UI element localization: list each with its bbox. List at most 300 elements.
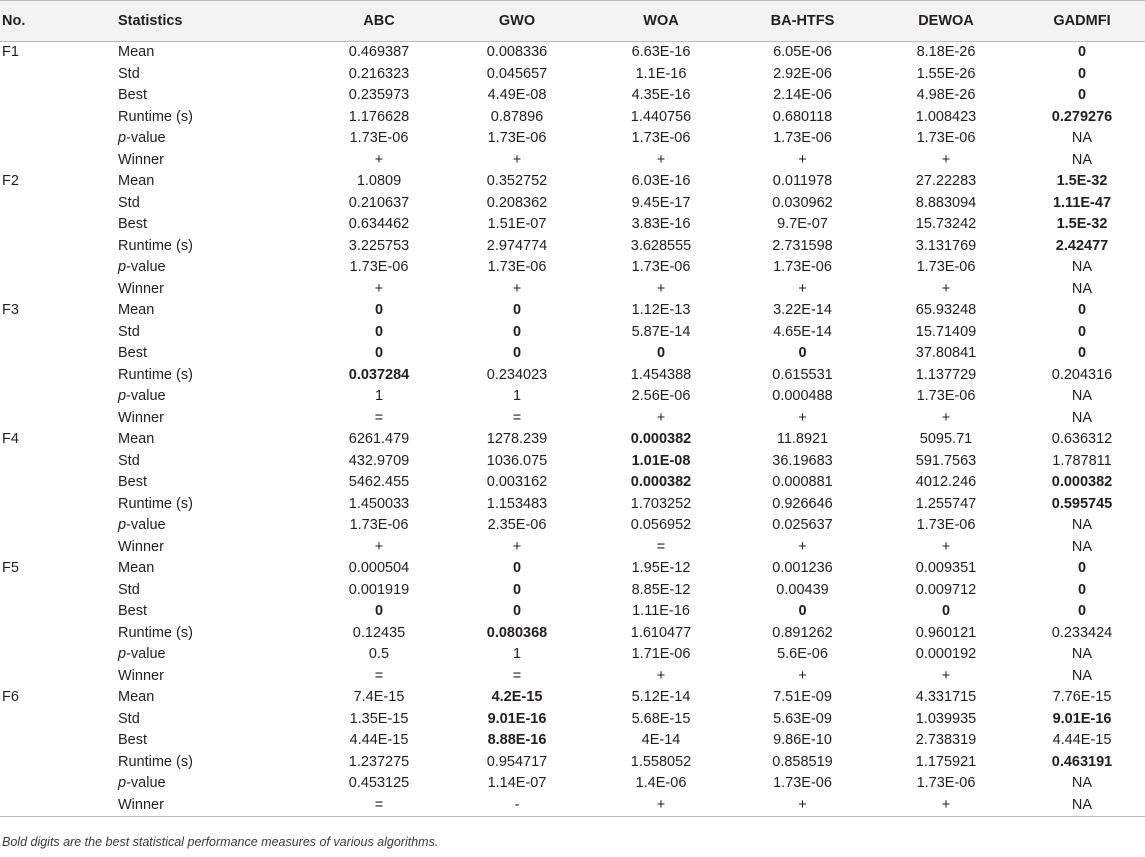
function-id <box>0 85 118 107</box>
cell-abc: 0 <box>314 601 444 623</box>
statistic-label-text: Runtime (s) <box>118 367 193 383</box>
statistic-label <box>118 773 314 795</box>
cell-dewoa: 27.22283 <box>873 171 1019 193</box>
function-id: F3 <box>0 300 118 322</box>
cell-ba-htfs: 0.011978 <box>732 171 873 193</box>
cell-gwo: 1.153483 <box>444 494 590 516</box>
cell-ba-htfs: 2.92E-06 <box>732 64 873 86</box>
statistic-label <box>118 300 314 322</box>
cell-gwo: 0.954717 <box>444 752 590 774</box>
cell-woa: + <box>590 408 732 430</box>
statistic-label <box>118 386 314 408</box>
cell-gadmfi: 0 <box>1019 580 1145 602</box>
cell-woa: 0 <box>590 343 732 365</box>
function-id: F2 <box>0 171 118 193</box>
statistic-label-text: Std <box>118 195 140 211</box>
cell-woa: + <box>590 150 732 172</box>
cell-woa: 1.454388 <box>590 365 732 387</box>
cell-ba-htfs: + <box>732 408 873 430</box>
statistic-label-text: Winner <box>118 152 164 168</box>
statistic-label-text: Best <box>118 87 147 103</box>
cell-abc: 1.73E-06 <box>314 515 444 537</box>
function-id <box>0 623 118 645</box>
cell-dewoa: 2.738319 <box>873 730 1019 752</box>
function-id: F6 <box>0 687 118 709</box>
table-footnote: Bold digits are the best statistical performance measures of various algorithms. <box>0 817 1145 857</box>
cell-gadmfi: 0 <box>1019 558 1145 580</box>
cell-abc: = <box>314 408 444 430</box>
cell-ba-htfs: 9.86E-10 <box>732 730 873 752</box>
statistic-label-text: Best <box>118 216 147 232</box>
cell-woa: 1.610477 <box>590 623 732 645</box>
cell-ba-htfs: 4.65E-14 <box>732 322 873 344</box>
cell-woa: 1.73E-06 <box>590 128 732 150</box>
statistic-label-text: Mean <box>118 302 154 318</box>
cell-gwo: 0.208362 <box>444 193 590 215</box>
cell-abc: 1.73E-06 <box>314 257 444 279</box>
cell-ba-htfs: 0 <box>732 601 873 623</box>
cell-ba-htfs: + <box>732 666 873 688</box>
cell-woa: 1.73E-06 <box>590 257 732 279</box>
function-id <box>0 515 118 537</box>
cell-gadmfi: NA <box>1019 150 1145 172</box>
cell-dewoa: 0.960121 <box>873 623 1019 645</box>
cell-woa: 1.440756 <box>590 107 732 129</box>
statistic-label <box>118 472 314 494</box>
cell-dewoa: 5095.71 <box>873 429 1019 451</box>
function-id <box>0 730 118 752</box>
cell-dewoa: + <box>873 150 1019 172</box>
statistic-label <box>118 558 314 580</box>
cell-dewoa: 1.55E-26 <box>873 64 1019 86</box>
statistic-label <box>118 107 314 129</box>
cell-woa: 3.628555 <box>590 236 732 258</box>
cell-woa: + <box>590 279 732 301</box>
cell-gadmfi: 0 <box>1019 85 1145 107</box>
statistic-label <box>118 171 314 193</box>
function-id <box>0 408 118 430</box>
cell-dewoa: 591.7563 <box>873 451 1019 473</box>
cell-gadmfi: NA <box>1019 666 1145 688</box>
cell-dewoa: 8.883094 <box>873 193 1019 215</box>
statistic-label-text: Winner <box>118 410 164 426</box>
cell-gwo: 1.51E-07 <box>444 214 590 236</box>
cell-gadmfi: 0 <box>1019 42 1145 64</box>
table-row <box>0 279 1145 301</box>
statistic-label-text: Runtime (s) <box>118 625 193 641</box>
statistic-label-text: -value <box>126 259 166 275</box>
cell-ba-htfs: 2.731598 <box>732 236 873 258</box>
cell-abc: 0.001919 <box>314 580 444 602</box>
cell-abc: 0.235973 <box>314 85 444 107</box>
statistic-label <box>118 494 314 516</box>
cell-abc: 1.35E-15 <box>314 709 444 731</box>
statistic-label-text: Std <box>118 453 140 469</box>
statistic-label-text: -value <box>126 388 166 404</box>
footnote-row <box>0 817 1145 857</box>
cell-abc: 1 <box>314 386 444 408</box>
statistic-label-text: Winner <box>118 797 164 813</box>
cell-gwo: 0 <box>444 580 590 602</box>
cell-gadmfi: 4.44E-15 <box>1019 730 1145 752</box>
cell-gwo: = <box>444 408 590 430</box>
cell-gwo: 0.008336 <box>444 42 590 64</box>
statistic-label-italic: p <box>118 646 126 662</box>
statistic-label <box>118 150 314 172</box>
cell-abc: 1.73E-06 <box>314 128 444 150</box>
table-row <box>0 451 1145 473</box>
header-gwo: GWO <box>444 1 590 42</box>
cell-ba-htfs: + <box>732 150 873 172</box>
table-row <box>0 687 1145 709</box>
cell-gwo: 0.003162 <box>444 472 590 494</box>
cell-dewoa: 1.039935 <box>873 709 1019 731</box>
function-id <box>0 580 118 602</box>
cell-ba-htfs: + <box>732 537 873 559</box>
cell-abc: 0.12435 <box>314 623 444 645</box>
function-id <box>0 343 118 365</box>
cell-dewoa: 15.73242 <box>873 214 1019 236</box>
function-id <box>0 752 118 774</box>
statistic-label <box>118 601 314 623</box>
cell-abc: 7.4E-15 <box>314 687 444 709</box>
table-row <box>0 214 1145 236</box>
statistic-label-italic: p <box>118 388 126 404</box>
cell-ba-htfs: 0.680118 <box>732 107 873 129</box>
statistic-label <box>118 429 314 451</box>
cell-gadmfi: 0.233424 <box>1019 623 1145 645</box>
cell-woa: 3.83E-16 <box>590 214 732 236</box>
cell-abc: 0 <box>314 300 444 322</box>
cell-abc: = <box>314 666 444 688</box>
statistic-label <box>118 580 314 602</box>
cell-gadmfi: 0.000382 <box>1019 472 1145 494</box>
function-id <box>0 236 118 258</box>
cell-gadmfi: NA <box>1019 795 1145 817</box>
cell-abc: 0.000504 <box>314 558 444 580</box>
cell-dewoa: 1.175921 <box>873 752 1019 774</box>
cell-ba-htfs: 6.05E-06 <box>732 42 873 64</box>
header-no: No. <box>0 1 118 42</box>
statistic-label-text: Mean <box>118 173 154 189</box>
table-row <box>0 537 1145 559</box>
statistic-label-italic: p <box>118 259 126 275</box>
cell-gwo: - <box>444 795 590 817</box>
table-row <box>0 795 1145 817</box>
cell-woa: 2.56E-06 <box>590 386 732 408</box>
function-id <box>0 451 118 473</box>
cell-woa: 1.11E-16 <box>590 601 732 623</box>
cell-dewoa: 0.000192 <box>873 644 1019 666</box>
statistic-label <box>118 64 314 86</box>
cell-abc: 0.469387 <box>314 42 444 64</box>
cell-abc: 1.0809 <box>314 171 444 193</box>
cell-gwo: 1 <box>444 386 590 408</box>
statistic-label-text: Std <box>118 66 140 82</box>
cell-dewoa: 1.73E-06 <box>873 257 1019 279</box>
cell-dewoa: 15.71409 <box>873 322 1019 344</box>
statistic-label-text: -value <box>126 517 166 533</box>
cell-dewoa: + <box>873 795 1019 817</box>
cell-abc: 1.237275 <box>314 752 444 774</box>
cell-ba-htfs: 1.73E-06 <box>732 773 873 795</box>
cell-dewoa: 1.73E-06 <box>873 128 1019 150</box>
cell-ba-htfs: 0.00439 <box>732 580 873 602</box>
cell-gwo: 4.2E-15 <box>444 687 590 709</box>
cell-abc: 1.176628 <box>314 107 444 129</box>
table-row <box>0 128 1145 150</box>
cell-gwo: 0.87896 <box>444 107 590 129</box>
cell-gadmfi: 1.5E-32 <box>1019 171 1145 193</box>
statistic-label <box>118 515 314 537</box>
statistic-label-text: Std <box>118 711 140 727</box>
function-id <box>0 601 118 623</box>
cell-gwo: 0 <box>444 601 590 623</box>
cell-woa: 4E-14 <box>590 730 732 752</box>
cell-woa: 0.000382 <box>590 472 732 494</box>
table-row <box>0 343 1145 365</box>
cell-gadmfi: 0 <box>1019 64 1145 86</box>
function-id <box>0 257 118 279</box>
cell-dewoa: 1.137729 <box>873 365 1019 387</box>
cell-ba-htfs: 1.73E-06 <box>732 128 873 150</box>
cell-woa: + <box>590 795 732 817</box>
cell-abc: 0.5 <box>314 644 444 666</box>
table-row <box>0 300 1145 322</box>
cell-abc: 0.453125 <box>314 773 444 795</box>
statistic-label-text: -value <box>126 646 166 662</box>
cell-gwo: + <box>444 279 590 301</box>
cell-gwo: 4.49E-08 <box>444 85 590 107</box>
cell-ba-htfs: + <box>732 279 873 301</box>
cell-gadmfi: 0.463191 <box>1019 752 1145 774</box>
cell-dewoa: 1.008423 <box>873 107 1019 129</box>
statistic-label-text: Std <box>118 324 140 340</box>
statistic-label-text: Mean <box>118 560 154 576</box>
function-id <box>0 386 118 408</box>
statistic-label <box>118 236 314 258</box>
cell-abc: 0.037284 <box>314 365 444 387</box>
statistic-label <box>118 644 314 666</box>
cell-gadmfi: 2.42477 <box>1019 236 1145 258</box>
table-row <box>0 322 1145 344</box>
statistic-label-text: -value <box>126 775 166 791</box>
cell-gwo: 2.35E-06 <box>444 515 590 537</box>
cell-abc: 432.9709 <box>314 451 444 473</box>
statistic-label-italic: p <box>118 130 126 146</box>
cell-dewoa: 0.009351 <box>873 558 1019 580</box>
table-row <box>0 730 1145 752</box>
cell-abc: 0.634462 <box>314 214 444 236</box>
cell-gadmfi: 9.01E-16 <box>1019 709 1145 731</box>
statistic-label-text: Best <box>118 603 147 619</box>
cell-gadmfi: 0 <box>1019 300 1145 322</box>
cell-gadmfi: NA <box>1019 773 1145 795</box>
function-id: F1 <box>0 42 118 64</box>
cell-gadmfi: 0 <box>1019 343 1145 365</box>
cell-woa: 1.95E-12 <box>590 558 732 580</box>
statistic-label-text: Best <box>118 474 147 490</box>
cell-woa: 1.71E-06 <box>590 644 732 666</box>
cell-woa: 1.1E-16 <box>590 64 732 86</box>
function-id <box>0 322 118 344</box>
function-id <box>0 279 118 301</box>
table-row <box>0 386 1145 408</box>
cell-gadmfi: 7.76E-15 <box>1019 687 1145 709</box>
statistic-label <box>118 451 314 473</box>
cell-gadmfi: 1.787811 <box>1019 451 1145 473</box>
cell-gadmfi: 1.11E-47 <box>1019 193 1145 215</box>
table-row <box>0 494 1145 516</box>
table-row <box>0 601 1145 623</box>
function-id <box>0 494 118 516</box>
cell-dewoa: + <box>873 666 1019 688</box>
table-body <box>0 42 1145 817</box>
table-row <box>0 623 1145 645</box>
cell-ba-htfs: 0.891262 <box>732 623 873 645</box>
statistic-label <box>118 666 314 688</box>
cell-woa: = <box>590 537 732 559</box>
statistic-label <box>118 85 314 107</box>
function-id <box>0 644 118 666</box>
cell-dewoa: 8.18E-26 <box>873 42 1019 64</box>
cell-woa: 1.558052 <box>590 752 732 774</box>
statistic-label-text: Mean <box>118 44 154 60</box>
cell-gadmfi: NA <box>1019 386 1145 408</box>
function-id <box>0 107 118 129</box>
header-gadmfi: GADMFI <box>1019 1 1145 42</box>
cell-gadmfi: NA <box>1019 515 1145 537</box>
cell-abc: 6261.479 <box>314 429 444 451</box>
cell-gwo: + <box>444 537 590 559</box>
cell-gadmfi: 0.279276 <box>1019 107 1145 129</box>
function-id <box>0 214 118 236</box>
cell-ba-htfs: 2.14E-06 <box>732 85 873 107</box>
cell-abc: 0 <box>314 322 444 344</box>
statistic-label <box>118 193 314 215</box>
statistic-label-text: -value <box>126 130 166 146</box>
cell-gadmfi: NA <box>1019 537 1145 559</box>
statistic-label <box>118 42 314 64</box>
cell-dewoa: + <box>873 537 1019 559</box>
statistic-label <box>118 257 314 279</box>
function-id <box>0 709 118 731</box>
statistic-label <box>118 128 314 150</box>
function-id: F5 <box>0 558 118 580</box>
cell-abc: 0 <box>314 343 444 365</box>
table-row <box>0 42 1145 64</box>
header-woa: WOA <box>590 1 732 42</box>
cell-abc: = <box>314 795 444 817</box>
cell-gadmfi: 0.595745 <box>1019 494 1145 516</box>
cell-gwo: 1.14E-07 <box>444 773 590 795</box>
table-row <box>0 64 1145 86</box>
statistic-label <box>118 322 314 344</box>
cell-woa: 4.35E-16 <box>590 85 732 107</box>
cell-woa: 5.12E-14 <box>590 687 732 709</box>
cell-dewoa: 1.255747 <box>873 494 1019 516</box>
cell-ba-htfs: 0.025637 <box>732 515 873 537</box>
header-abc: ABC <box>314 1 444 42</box>
cell-woa: 1.703252 <box>590 494 732 516</box>
table-row <box>0 171 1145 193</box>
cell-abc: 0.216323 <box>314 64 444 86</box>
statistic-label <box>118 365 314 387</box>
cell-gwo: 1.73E-06 <box>444 257 590 279</box>
cell-dewoa: 65.93248 <box>873 300 1019 322</box>
function-id <box>0 472 118 494</box>
cell-woa: 5.87E-14 <box>590 322 732 344</box>
cell-gadmfi: 0.636312 <box>1019 429 1145 451</box>
cell-gwo: 0.080368 <box>444 623 590 645</box>
statistic-label-italic: p <box>118 775 126 791</box>
cell-gwo: 2.974774 <box>444 236 590 258</box>
statistic-label-text: Runtime (s) <box>118 109 193 125</box>
statistic-label-text: Best <box>118 732 147 748</box>
cell-woa: 0.056952 <box>590 515 732 537</box>
cell-gwo: 0 <box>444 322 590 344</box>
table-row <box>0 150 1145 172</box>
statistic-label-text: Winner <box>118 281 164 297</box>
table-row <box>0 429 1145 451</box>
cell-ba-htfs: 0 <box>732 343 873 365</box>
statistic-label <box>118 709 314 731</box>
statistic-label <box>118 214 314 236</box>
statistic-label <box>118 279 314 301</box>
table-row <box>0 580 1145 602</box>
statistic-label-text: Runtime (s) <box>118 754 193 770</box>
cell-woa: + <box>590 666 732 688</box>
statistic-label-text: Mean <box>118 689 154 705</box>
cell-abc: 5462.455 <box>314 472 444 494</box>
statistic-label-text: Winner <box>118 539 164 555</box>
cell-woa: 1.12E-13 <box>590 300 732 322</box>
cell-gwo: 0.045657 <box>444 64 590 86</box>
cell-gadmfi: 1.5E-32 <box>1019 214 1145 236</box>
table-row <box>0 515 1145 537</box>
statistic-label-text: Runtime (s) <box>118 238 193 254</box>
cell-ba-htfs: 5.6E-06 <box>732 644 873 666</box>
cell-dewoa: 1.73E-06 <box>873 773 1019 795</box>
cell-ba-htfs: 0.858519 <box>732 752 873 774</box>
table-row <box>0 107 1145 129</box>
cell-woa: 0.000382 <box>590 429 732 451</box>
cell-ba-htfs: 9.7E-07 <box>732 214 873 236</box>
cell-dewoa: 4012.246 <box>873 472 1019 494</box>
cell-gwo: 1036.075 <box>444 451 590 473</box>
cell-abc: + <box>314 537 444 559</box>
cell-woa: 1.4E-06 <box>590 773 732 795</box>
cell-abc: + <box>314 279 444 301</box>
cell-dewoa: 4.331715 <box>873 687 1019 709</box>
cell-gadmfi: NA <box>1019 128 1145 150</box>
table-row <box>0 666 1145 688</box>
function-id: F4 <box>0 429 118 451</box>
cell-dewoa: 0.009712 <box>873 580 1019 602</box>
statistic-label <box>118 752 314 774</box>
statistic-label-italic: p <box>118 517 126 533</box>
statistic-label-text: Winner <box>118 668 164 684</box>
cell-ba-htfs: 5.63E-09 <box>732 709 873 731</box>
cell-gwo: + <box>444 150 590 172</box>
cell-ba-htfs: 0.000488 <box>732 386 873 408</box>
header-dewoa: DEWOA <box>873 1 1019 42</box>
cell-abc: 1.450033 <box>314 494 444 516</box>
function-id <box>0 128 118 150</box>
statistic-label-text: Std <box>118 582 140 598</box>
cell-dewoa: + <box>873 279 1019 301</box>
statistic-label <box>118 795 314 817</box>
